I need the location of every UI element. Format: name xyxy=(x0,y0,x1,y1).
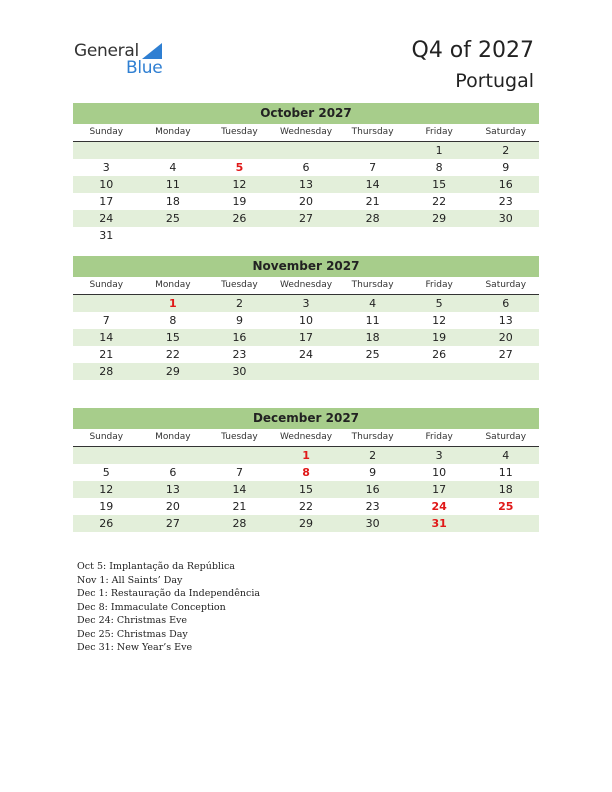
weekday-label: Friday xyxy=(425,432,453,442)
holiday-note: Dec 25: Christmas Day xyxy=(77,628,188,640)
logo xyxy=(74,41,174,77)
weekday-label: Wednesday xyxy=(279,280,333,290)
day-cell: 8 xyxy=(435,161,443,174)
day-cell: 27 xyxy=(299,212,314,225)
empty-day-cell xyxy=(472,227,539,244)
day-cell: 5 xyxy=(102,466,110,479)
holiday-note: Dec 31: New Year’s Eve xyxy=(77,642,193,653)
day-cell: 15 xyxy=(299,483,314,496)
day-cell: 8 xyxy=(302,466,310,479)
day-cell: 5 xyxy=(235,161,244,174)
day-cell: 15 xyxy=(432,178,447,191)
day-cell: 4 xyxy=(169,161,177,174)
day-cell: 21 xyxy=(365,195,380,208)
day-cell: 3 xyxy=(435,449,443,462)
week-row xyxy=(73,346,539,363)
day-cell: 13 xyxy=(498,314,513,327)
empty-day-cell xyxy=(73,142,140,159)
day-cell: 24 xyxy=(299,348,314,361)
empty-day-cell xyxy=(472,515,539,532)
month-december xyxy=(73,408,539,532)
empty-day-cell xyxy=(206,142,273,159)
day-cell: 1 xyxy=(169,297,177,310)
day-cell: 26 xyxy=(432,348,447,361)
empty-day-cell xyxy=(140,142,207,159)
day-cell: 21 xyxy=(99,348,114,361)
weekday-label: Saturday xyxy=(485,127,527,137)
day-cell: 2 xyxy=(235,297,243,310)
weekday-label: Sunday xyxy=(89,127,124,137)
day-cell: 23 xyxy=(365,500,380,513)
day-cell: 4 xyxy=(369,297,377,310)
weekday-label: Thursday xyxy=(351,280,394,290)
logo-word-blue: Blue xyxy=(126,58,163,78)
weekday-label: Tuesday xyxy=(221,432,258,442)
day-cell: 5 xyxy=(435,297,443,310)
empty-day-cell xyxy=(339,363,406,380)
day-cell: 24 xyxy=(431,500,447,513)
day-cell: 30 xyxy=(498,212,513,225)
day-cell: 28 xyxy=(365,212,380,225)
week-row xyxy=(73,159,539,176)
page-title: Q4 of 2027 xyxy=(411,38,534,63)
country-name: Portugal xyxy=(455,70,534,92)
day-cell: 25 xyxy=(365,348,380,361)
empty-day-cell xyxy=(273,142,340,159)
day-cell: 14 xyxy=(99,331,114,344)
day-cell: 9 xyxy=(235,314,243,327)
empty-day-cell xyxy=(206,227,273,244)
day-cell: 23 xyxy=(232,348,247,361)
day-cell: 4 xyxy=(502,449,510,462)
holiday-note: Dec 1: Restauração da Independência xyxy=(77,588,261,599)
day-cell: 11 xyxy=(365,314,380,327)
day-cell: 18 xyxy=(498,483,513,496)
weekday-label: Tuesday xyxy=(221,280,258,290)
day-cell: 2 xyxy=(502,144,510,157)
day-cell: 7 xyxy=(369,161,377,174)
day-cell: 29 xyxy=(432,212,447,225)
day-cell: 12 xyxy=(99,483,114,496)
week-row xyxy=(73,176,539,193)
weekday-label: Monday xyxy=(155,280,191,290)
day-cell: 17 xyxy=(299,331,314,344)
weekday-row xyxy=(73,124,539,142)
day-cell: 23 xyxy=(498,195,513,208)
week-row xyxy=(73,210,539,227)
day-cell: 12 xyxy=(232,178,247,191)
day-cell: 9 xyxy=(369,466,377,479)
empty-day-cell xyxy=(273,363,340,380)
day-cell: 18 xyxy=(365,331,380,344)
day-cell: 21 xyxy=(232,500,247,513)
week-row xyxy=(73,227,539,244)
empty-day-cell xyxy=(73,295,140,312)
weekday-label: Thursday xyxy=(351,127,394,137)
empty-day-cell xyxy=(472,363,539,380)
empty-day-cell xyxy=(406,363,473,380)
weekday-label: Sunday xyxy=(89,280,124,290)
empty-day-cell xyxy=(339,142,406,159)
week-row xyxy=(73,447,539,464)
month-november xyxy=(73,256,539,380)
month-october xyxy=(73,103,539,244)
day-cell: 24 xyxy=(99,212,114,225)
day-cell: 25 xyxy=(498,500,514,513)
empty-day-cell xyxy=(339,227,406,244)
day-cell: 31 xyxy=(99,229,114,242)
day-cell: 26 xyxy=(232,212,247,225)
day-cell: 12 xyxy=(432,314,447,327)
day-cell: 16 xyxy=(498,178,513,191)
weekday-label: Saturday xyxy=(485,280,527,290)
day-cell: 11 xyxy=(498,466,513,479)
month-header: December 2027 xyxy=(73,408,539,429)
weekday-label: Wednesday xyxy=(279,432,333,442)
day-cell: 7 xyxy=(235,466,243,479)
day-cell: 13 xyxy=(299,178,314,191)
logo-triangle-icon xyxy=(142,43,162,59)
week-row xyxy=(73,142,539,159)
day-cell: 22 xyxy=(165,348,180,361)
day-cell: 20 xyxy=(498,331,513,344)
day-cell: 27 xyxy=(498,348,513,361)
week-row xyxy=(73,498,539,515)
day-cell: 8 xyxy=(169,314,177,327)
day-cell: 14 xyxy=(365,178,380,191)
empty-day-cell xyxy=(273,227,340,244)
day-cell: 2 xyxy=(369,449,377,462)
day-cell: 27 xyxy=(165,517,180,530)
empty-day-cell xyxy=(206,447,273,464)
weekday-row xyxy=(73,429,539,447)
week-row xyxy=(73,481,539,498)
week-row xyxy=(73,329,539,346)
weekday-label: Wednesday xyxy=(279,127,333,137)
day-cell: 13 xyxy=(165,483,180,496)
day-cell: 15 xyxy=(165,331,180,344)
day-cell: 10 xyxy=(432,466,447,479)
day-cell: 14 xyxy=(232,483,247,496)
day-cell: 9 xyxy=(502,161,510,174)
month-header: October 2027 xyxy=(73,103,539,124)
day-cell: 30 xyxy=(365,517,380,530)
day-cell: 18 xyxy=(165,195,180,208)
day-cell: 17 xyxy=(99,195,114,208)
day-cell: 19 xyxy=(232,195,247,208)
holiday-note: Dec 8: Immaculate Conception xyxy=(77,601,226,613)
day-cell: 7 xyxy=(102,314,110,327)
day-cell: 20 xyxy=(299,195,314,208)
week-row xyxy=(73,295,539,312)
day-cell: 16 xyxy=(232,331,247,344)
day-cell: 29 xyxy=(299,517,314,530)
week-row xyxy=(73,193,539,210)
week-row xyxy=(73,363,539,380)
day-cell: 3 xyxy=(102,161,110,174)
day-cell: 19 xyxy=(99,500,114,513)
holiday-note: Oct 5: Implantação da República xyxy=(77,561,235,572)
empty-day-cell xyxy=(140,227,207,244)
day-cell: 17 xyxy=(432,483,447,496)
holiday-note: Nov 1: All Saints’ Day xyxy=(77,574,183,586)
weekday-label: Friday xyxy=(425,127,453,137)
week-row xyxy=(73,464,539,481)
day-cell: 22 xyxy=(432,195,447,208)
weekday-label: Monday xyxy=(155,127,191,137)
week-row xyxy=(73,515,539,532)
empty-day-cell xyxy=(406,227,473,244)
empty-day-cell xyxy=(73,447,140,464)
weekday-label: Friday xyxy=(425,280,453,290)
day-cell: 22 xyxy=(299,500,314,513)
holiday-notes xyxy=(77,560,260,655)
weekday-label: Saturday xyxy=(485,432,527,442)
day-cell: 16 xyxy=(365,483,380,496)
day-cell: 1 xyxy=(302,449,310,462)
day-cell: 6 xyxy=(169,466,177,479)
day-cell: 31 xyxy=(431,517,447,530)
holiday-note: Dec 24: Christmas Eve xyxy=(77,615,188,626)
day-cell: 26 xyxy=(99,517,114,530)
day-cell: 1 xyxy=(435,144,443,157)
weekday-label: Monday xyxy=(155,432,191,442)
day-cell: 10 xyxy=(299,314,314,327)
day-cell: 20 xyxy=(165,500,180,513)
empty-day-cell xyxy=(140,447,207,464)
day-cell: 11 xyxy=(165,178,180,191)
day-cell: 30 xyxy=(232,365,247,378)
month-header: November 2027 xyxy=(73,256,539,277)
logo-word-general: General xyxy=(74,41,139,61)
weekday-label: Tuesday xyxy=(221,127,258,137)
day-cell: 19 xyxy=(432,331,447,344)
week-row xyxy=(73,312,539,329)
day-cell: 6 xyxy=(302,161,310,174)
weekday-label: Thursday xyxy=(351,432,394,442)
day-cell: 3 xyxy=(302,297,310,310)
day-cell: 28 xyxy=(232,517,247,530)
day-cell: 29 xyxy=(165,365,180,378)
day-cell: 25 xyxy=(165,212,180,225)
weekday-row xyxy=(73,277,539,295)
day-cell: 28 xyxy=(99,365,114,378)
day-cell: 6 xyxy=(502,297,510,310)
day-cell: 10 xyxy=(99,178,114,191)
weekday-label: Sunday xyxy=(89,432,124,442)
